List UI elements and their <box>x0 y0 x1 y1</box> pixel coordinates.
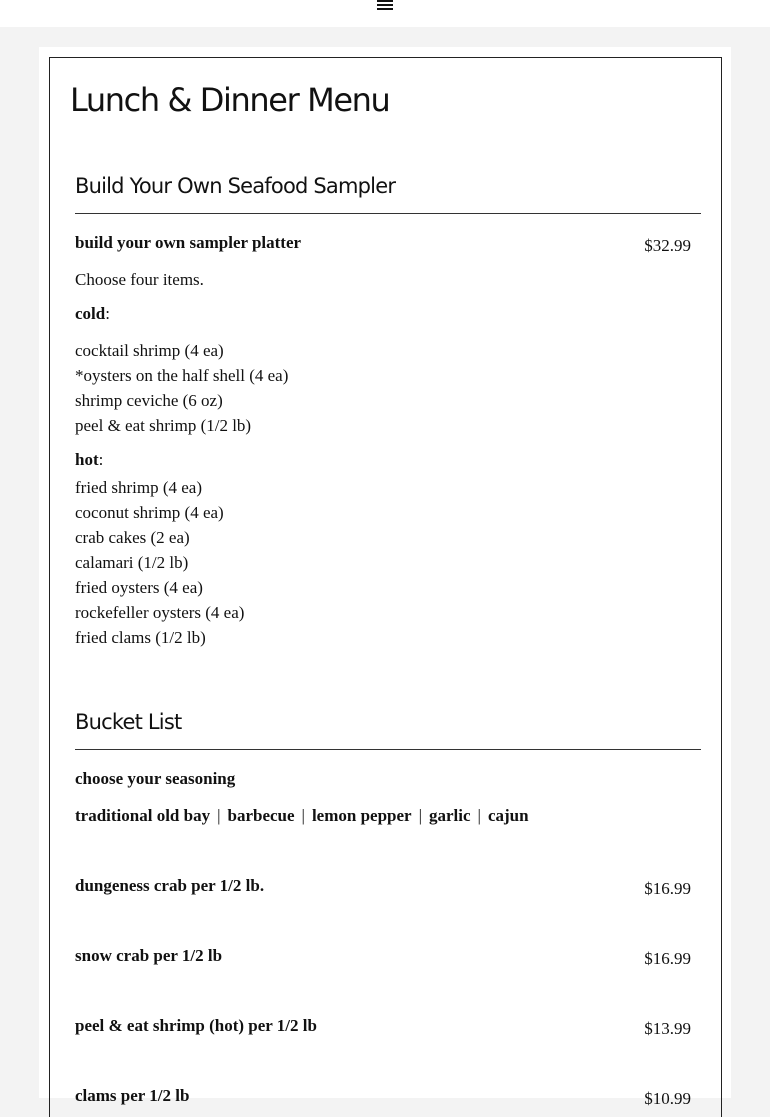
list-item: fried oysters (4 ea) <box>75 578 203 597</box>
menu-frame <box>49 57 722 1117</box>
seasoning-option: traditional old bay <box>75 806 211 825</box>
list-item: rockefeller oysters (4 ea) <box>75 603 245 622</box>
cold-items-list <box>75 338 288 438</box>
item-name: snow crab per 1/2 lb <box>75 946 223 965</box>
group-label-hot: hot: <box>75 450 104 469</box>
item-description: Choose four items. <box>75 270 204 289</box>
list-item: fried clams (1/2 lb) <box>75 628 206 647</box>
item-price: $16.99 <box>644 879 691 898</box>
section-divider <box>75 213 701 214</box>
section-title-bucket-list: Bucket List <box>75 710 182 734</box>
list-item: *oysters on the half shell (4 ea) <box>75 366 289 385</box>
top-nav-bar <box>0 0 770 27</box>
hot-items-list <box>75 475 244 650</box>
seasoning-option: lemon pepper <box>311 806 412 825</box>
seasoning-heading: choose your seasoning <box>75 769 236 788</box>
item-price: $13.99 <box>644 1019 691 1038</box>
group-label-text: cold <box>75 304 106 323</box>
list-item: peel & eat shrimp (1/2 lb) <box>75 416 252 435</box>
section-divider <box>75 749 701 750</box>
seasoning-option: cajun <box>487 806 529 825</box>
list-item: shrimp ceviche (6 oz) <box>75 391 223 410</box>
seasoning-option: garlic <box>429 806 471 825</box>
seasoning-options <box>75 805 529 827</box>
list-item: coconut shrimp (4 ea) <box>75 503 224 522</box>
item-name: clams per 1/2 lb <box>75 1086 190 1105</box>
item-name: dungeness crab per 1/2 lb. <box>75 876 265 895</box>
list-item: fried shrimp (4 ea) <box>75 478 202 497</box>
item-price: $10.99 <box>644 1089 691 1108</box>
hamburger-menu-icon[interactable] <box>377 0 393 11</box>
item-price: $32.99 <box>644 236 691 255</box>
group-label-cold: cold: <box>75 304 110 323</box>
separator: | <box>217 806 221 825</box>
seasoning-option: barbecue <box>227 806 295 825</box>
list-item: crab cakes (2 ea) <box>75 528 190 547</box>
item-price: $16.99 <box>644 949 691 968</box>
group-label-text: hot <box>75 450 99 469</box>
separator: | <box>477 806 481 825</box>
list-item: calamari (1/2 lb) <box>75 553 189 572</box>
page-title: Lunch & Dinner Menu <box>70 81 390 119</box>
section-title-sampler: Build Your Own Seafood Sampler <box>75 174 396 198</box>
item-name: peel & eat shrimp (hot) per 1/2 lb <box>75 1016 317 1035</box>
item-name: build your own sampler platter <box>75 233 302 252</box>
list-item: cocktail shrimp (4 ea) <box>75 341 224 360</box>
menu-page <box>39 47 731 1108</box>
separator: | <box>418 806 422 825</box>
separator: | <box>301 806 305 825</box>
